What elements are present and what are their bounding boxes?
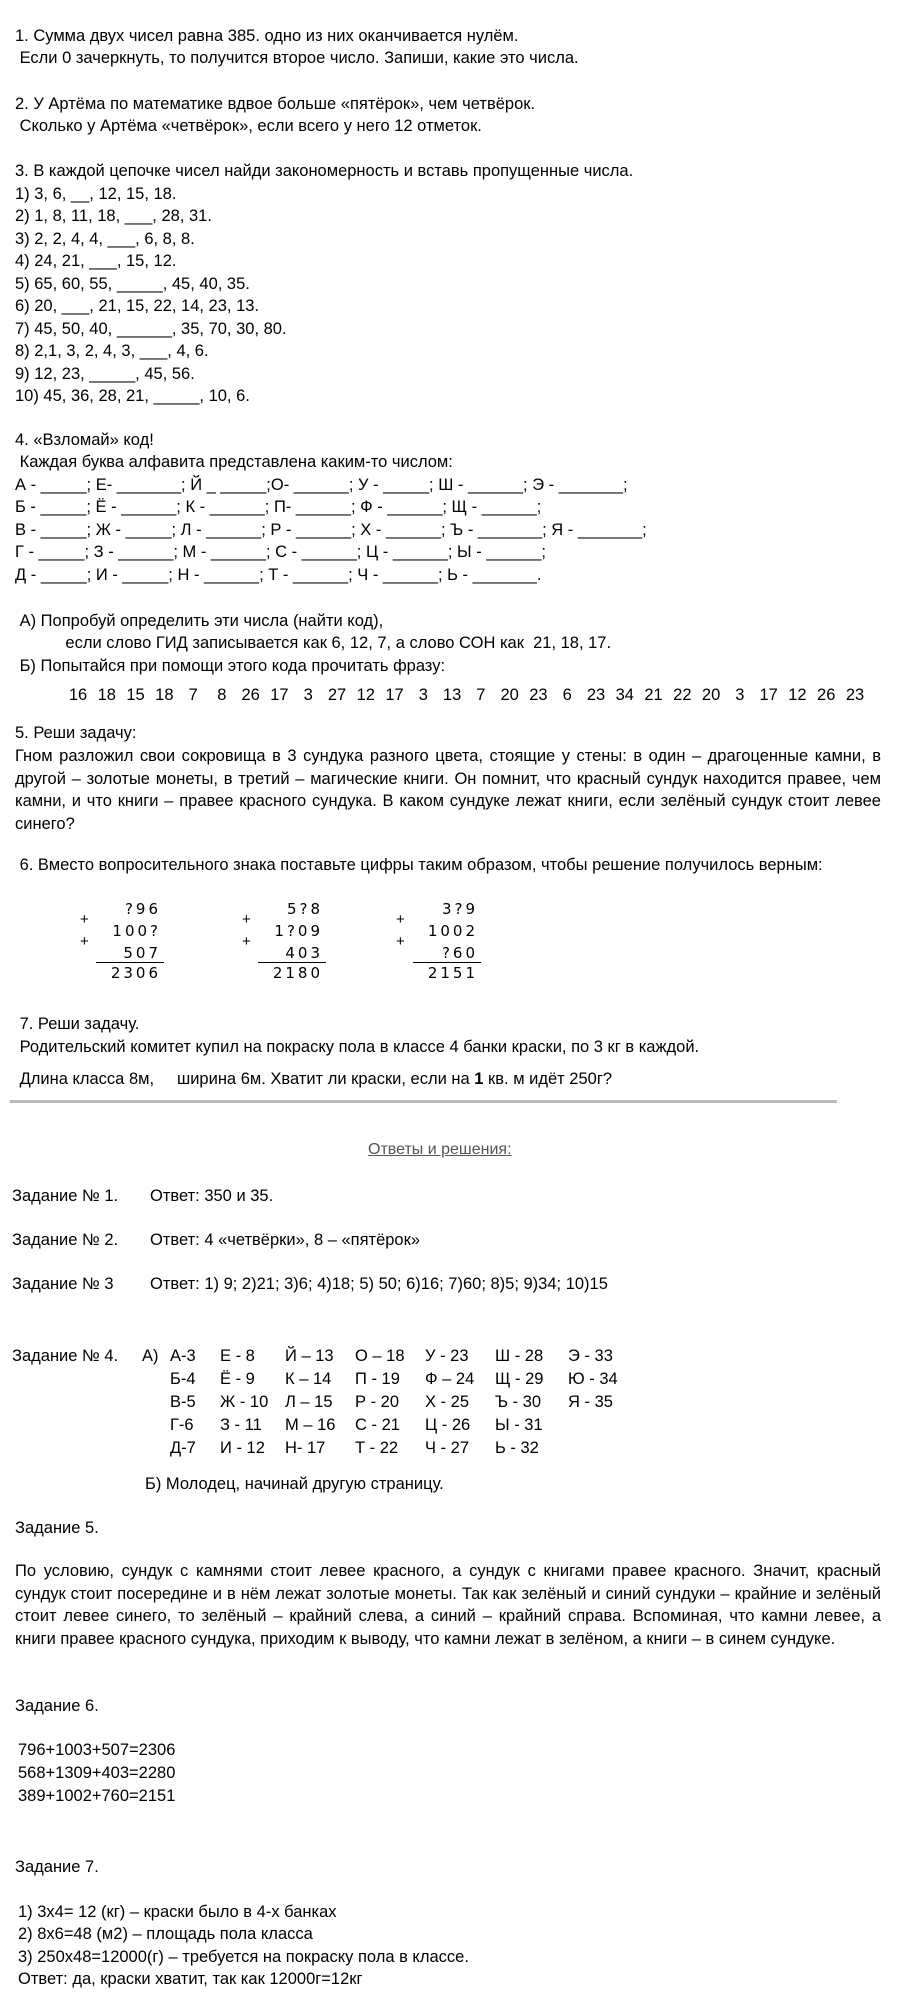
code-number: 21: [644, 686, 663, 704]
sum-result: 2151: [427, 964, 478, 982]
list-item: 9) 12, 23, _____, 45, 56.: [15, 365, 195, 383]
task4-subtitle: Каждая буква алфавита представлена каким-то числом:: [15, 453, 453, 471]
code-number: 20: [500, 686, 519, 704]
task7-title: 7. Реши задачу.: [15, 1015, 140, 1033]
list-item: 4) 24, 21, ___, 15, 12.: [15, 252, 177, 270]
plus-sign: +: [80, 911, 89, 928]
list-item: 6) 20, ___, 21, 15, 22, 14, 23, 13.: [15, 297, 260, 315]
code-table-cell: Э - 33: [568, 1347, 613, 1365]
code-row: Б - _____; Ё - ______; К - ______; П- ______; Ф - ______; Щ - ______;: [15, 498, 542, 516]
plus-sign: +: [242, 911, 251, 928]
sum-result: 2306: [110, 964, 161, 982]
code-table-cell: Х - 25: [425, 1393, 470, 1411]
sum-underline: [258, 962, 326, 963]
code-table-cell: Н- 17: [285, 1439, 326, 1457]
list-item: 7) 45, 50, 40, ______, 35, 70, 30, 80.: [15, 320, 287, 338]
code-number: 27: [327, 686, 347, 704]
code-number: 3: [303, 686, 313, 704]
list-item: 3) 2, 2, 4, 4, ___, 6, 8, 8.: [15, 230, 195, 248]
code-table-cell: Д-7: [170, 1439, 196, 1457]
code-number: 34: [615, 686, 634, 704]
code-number: 3: [418, 686, 428, 704]
task4-part-b: Б) Попытайся при помощи этого кода прочитать фразу:: [15, 657, 446, 675]
code-table-cell: Ф – 24: [425, 1370, 475, 1388]
list-item: 10) 45, 36, 28, 21, _____, 10, 6.: [15, 387, 250, 405]
code-number: 23: [529, 686, 548, 704]
answers-heading: Ответы и решения:: [368, 1141, 512, 1158]
task7-line2: Длина класса 8м, ширина 6м. Хватит ли краски, если на 1 кв. м идёт 250г?: [15, 1070, 613, 1088]
list-item: 2) 8х6=48 (м2) – площадь пола класса: [18, 1925, 313, 1943]
code-number: 26: [817, 686, 836, 704]
task2-line1: 2. У Артёма по математике вдвое больше «пятёрок», чем четвёрок.: [15, 95, 536, 113]
sum-addend: 5?8: [286, 900, 323, 918]
code-number: 16: [68, 686, 88, 704]
code-table-cell: Щ - 29: [495, 1370, 544, 1388]
code-row: А - _____; Е- _______; Й _ _____;О- ______; У - _____; Ш - ______; Э - _______;: [15, 476, 628, 494]
code-number: 17: [385, 686, 404, 704]
code-table-cell: Г-6: [170, 1416, 194, 1434]
code-table-cell: Я - 35: [568, 1393, 613, 1411]
sum-addend: 403: [285, 944, 323, 962]
answer1-text: Ответ: 350 и 35.: [150, 1187, 274, 1205]
list-item: 1) 3х4= 12 (кг) – краски было в 4-х банках: [18, 1903, 337, 1921]
code-table-cell: С - 21: [355, 1416, 400, 1434]
code-table-cell: Ч - 27: [425, 1439, 470, 1457]
code-number: 17: [270, 686, 289, 704]
code-number: 18: [97, 686, 116, 704]
code-table-cell: Ш - 28: [495, 1347, 544, 1365]
list-item: 796+1003+507=2306: [18, 1741, 176, 1759]
list-item: 389+1002+760=2151: [18, 1787, 176, 1805]
section-divider: [10, 1100, 837, 1103]
code-number: 23: [845, 686, 865, 704]
sum-addend: ?96: [124, 900, 161, 918]
code-number: 13: [442, 686, 462, 704]
task4-part-a: А) Попробуй определить эти числа (найти код),: [15, 612, 384, 630]
sum-addend: 1?09: [274, 922, 323, 940]
code-number: 23: [586, 686, 606, 704]
sum-addend: 1002: [427, 922, 478, 940]
sum-underline: [413, 962, 481, 963]
list-item: Ответ: да, краски хватит, так как 12000г=12кг: [18, 1970, 363, 1988]
answer2-text: Ответ: 4 «четвёрки», 8 – «пятёрок»: [150, 1231, 420, 1249]
answer4-a: А): [142, 1347, 159, 1365]
code-table-cell: Б-4: [170, 1370, 196, 1388]
answer3-text: Ответ: 1) 9; 2)21; 3)6; 4)18; 5) 50; 6)16; 7)60; 8)5; 9)34; 10)15: [150, 1275, 608, 1293]
list-item: 2) 1, 8, 11, 18, ___, 28, 31.: [15, 207, 212, 225]
code-table-cell: Й – 13: [285, 1347, 334, 1365]
answer2-label: Задание № 2.: [12, 1231, 119, 1249]
task6-title: 6. Вместо вопросительного знака поставьте цифры таким образом, чтобы решение получилось верным:: [15, 856, 823, 874]
task4-part-a-example: если слово ГИД записывается как 6, 12, 7, а слово СОН как 21, 18, 17.: [15, 634, 612, 652]
code-number: 26: [241, 686, 260, 704]
code-table-cell: М – 16: [285, 1416, 336, 1434]
code-number: 12: [788, 686, 807, 704]
code-table-cell: К – 14: [285, 1370, 332, 1388]
code-number: 12: [356, 686, 375, 704]
code-table-cell: Л – 15: [285, 1393, 333, 1411]
code-number: 8: [217, 686, 227, 704]
code-number: 3: [735, 686, 745, 704]
code-table-cell: А-3: [170, 1347, 196, 1365]
task4-title: 4. «Взломай» код!: [15, 431, 154, 449]
code-table-cell: Ц - 26: [425, 1416, 471, 1434]
code-number: 7: [188, 686, 198, 704]
answer7-label: Задание 7.: [15, 1858, 99, 1876]
answer3-label: Задание № 3: [12, 1275, 114, 1293]
task5-text: Гном разложил свои сокровища в 3 сундука разного цвета, стоящие у стены: в один – драгоценные камни, в другой – золотые монеты, в третий – магические книги. Он помнит, что красный сундук находится правее, чем камни, и что книги – правее красного сундука. В каком сундуке лежат книги, если зелёный сундук стоит левее синего?: [15, 747, 881, 833]
plus-sign: +: [396, 911, 405, 928]
task5-title: 5. Реши задачу:: [15, 724, 137, 742]
code-table-cell: П - 19: [355, 1370, 400, 1388]
list-item: 8) 2,1, 3, 2, 4, 3, ___, 4, 6.: [15, 342, 209, 360]
sum-result: 2180: [272, 964, 323, 982]
code-table-cell: Ъ - 30: [495, 1393, 542, 1411]
task7-line1: Родительский комитет купил на покраску пола в классе 4 банки краски, по 3 кг в каждой.: [15, 1038, 700, 1056]
task1-line1: 1. Сумма двух чисел равна 385. одно из них оканчивается нулём.: [15, 27, 519, 45]
code-row: Д - _____; И - _____; Н - ______; Т - ______; Ч - ______; Ь - _______.: [15, 566, 542, 584]
sum-addend: 100?: [112, 922, 161, 940]
code-table-cell: Ё - 9: [220, 1370, 255, 1388]
code-number: 20: [701, 686, 721, 704]
code-number: 7: [476, 686, 486, 704]
code-table-cell: Ы - 31: [495, 1416, 543, 1434]
code-table-cell: В-5: [170, 1393, 196, 1411]
code-table-cell: У - 23: [425, 1347, 469, 1365]
code-table-cell: Т - 22: [355, 1439, 399, 1457]
code-table-cell: Ю - 34: [568, 1370, 618, 1388]
code-row: В - _____; Ж - _____; Л - ______; Р - ______; Х - ______; Ъ - _______; Я - _______;: [15, 521, 647, 539]
answer6-label: Задание 6.: [15, 1697, 99, 1715]
answer4-label: Задание № 4.: [12, 1347, 119, 1365]
code-row: Г - _____; З - ______; М - ______; С - ______; Ц - ______; Ы - ______;: [15, 543, 546, 561]
sum-addend: 3?9: [441, 900, 478, 918]
answer4-b: Б) Молодец, начинай другую страницу.: [145, 1475, 444, 1493]
task3-title: 3. В каждой цепочке чисел найди закономерность и вставь пропущенные числа.: [15, 162, 634, 180]
sum-underline: [96, 962, 164, 963]
code-number-row: [0, 686, 918, 708]
code-table-cell: И - 12: [220, 1439, 265, 1457]
code-table-cell: Е - 8: [220, 1347, 255, 1365]
code-table-cell: О – 18: [355, 1347, 405, 1365]
code-number: 6: [562, 686, 572, 704]
code-number: 15: [126, 686, 145, 704]
sum-addend: 507: [123, 944, 161, 962]
plus-sign: +: [80, 933, 89, 950]
code-table-cell: Ж - 10: [220, 1393, 269, 1411]
code-number: 22: [673, 686, 692, 704]
code-table-cell: З - 11: [220, 1416, 262, 1434]
sum-addend: ?60: [441, 944, 478, 962]
code-number: 18: [155, 686, 174, 704]
code-number: 17: [759, 686, 778, 704]
list-item: 5) 65, 60, 55, _____, 45, 40, 35.: [15, 275, 250, 293]
list-item: 568+1309+403=2280: [18, 1764, 176, 1782]
plus-sign: +: [242, 933, 251, 950]
answer5-text: По условию, сундук с камнями стоит левее красного, а сундук с книгами правее красного. Значит, красный сундук стоит посередине и в нём лежат золотые монеты. Так как зелёный и синий сундуки – крайние и зелёный стоит левее синего, то зелёный – крайний слева, а синий – крайний справа. Вспоминая, что камни левее, а книги правее красного сундука, приходим к выводу, что камни лежат в зелёном, а книги – в синем сундуке.: [15, 1562, 881, 1648]
list-item: 1) 3, 6, __, 12, 15, 18.: [15, 185, 177, 203]
task1-line2: Если 0 зачеркнуть, то получится второе число. Запиши, какие это числа.: [15, 49, 579, 67]
plus-sign: +: [396, 933, 405, 950]
code-table-cell: Ь - 32: [495, 1439, 539, 1457]
list-item: 3) 250х48=12000(г) – требуется на покраску пола в классе.: [18, 1948, 469, 1966]
task2-line2: Сколько у Артёма «четвёрок», если всего у него 12 отметок.: [15, 117, 482, 135]
answer5-label: Задание 5.: [15, 1519, 99, 1537]
code-table-cell: Р - 20: [355, 1393, 400, 1411]
answer1-label: Задание № 1.: [12, 1187, 119, 1205]
